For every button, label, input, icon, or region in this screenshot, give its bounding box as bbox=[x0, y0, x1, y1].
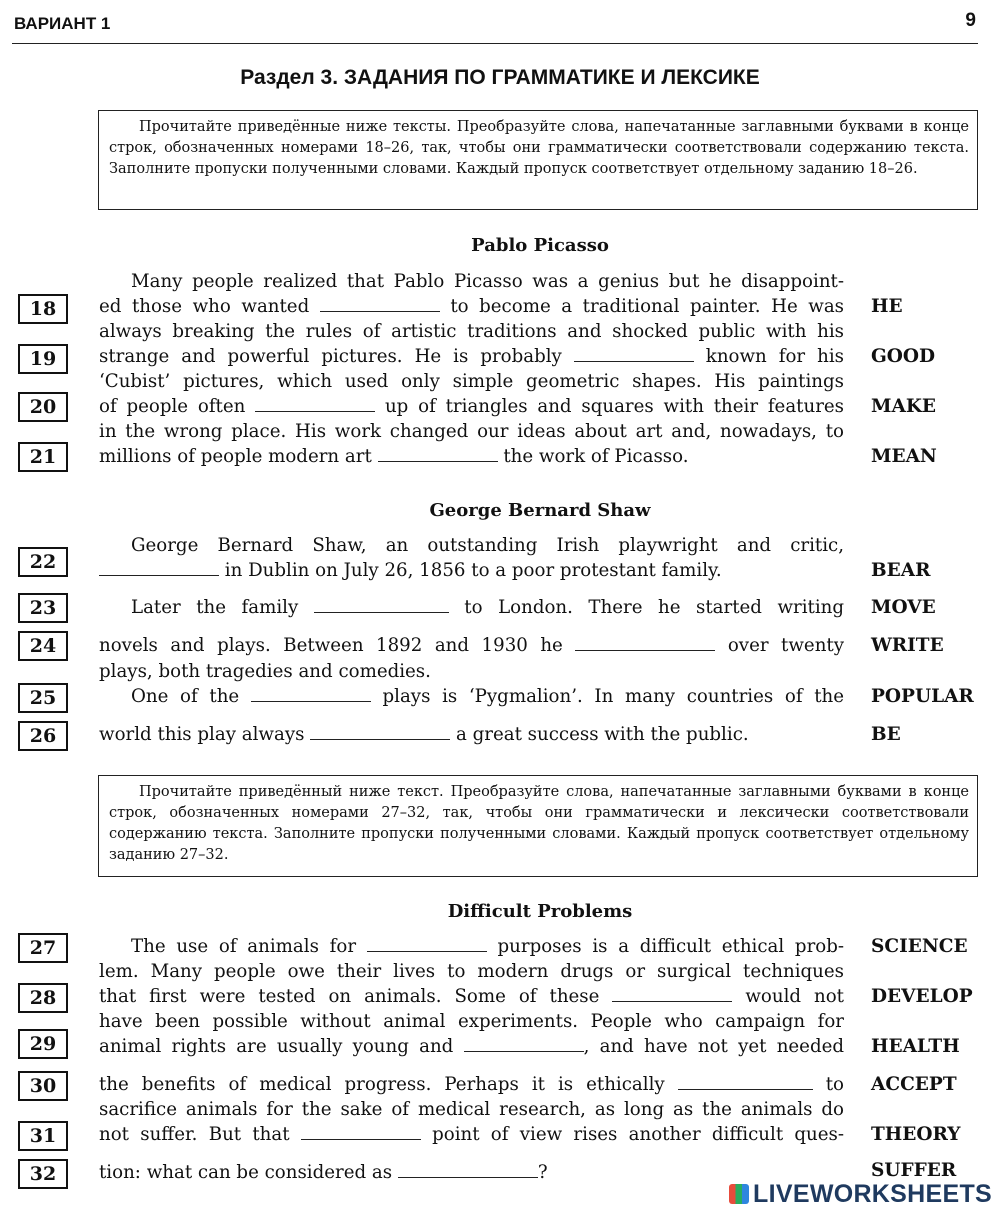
task-number-26: 26 bbox=[18, 721, 68, 751]
text-line: have been possible without animal experiments. People who campaign for bbox=[99, 1011, 844, 1032]
liveworksheets-icon bbox=[729, 1184, 749, 1204]
key-word-27: SCIENCE bbox=[871, 936, 968, 957]
text-line: of people often up of triangles and squares with their features bbox=[99, 396, 844, 417]
task-number-30: 30 bbox=[18, 1071, 68, 1101]
key-word-28: DEVELOP bbox=[871, 986, 973, 1007]
text-line: in Dublin on July 26, 1856 to a poor protestant family. bbox=[99, 560, 844, 582]
instruction-text-1: Прочитайте приведённые ниже тексты. Преобразуйте слова, напечатанные заглавными буквами в конце строк, обозначенных номерами 18–26, так, чтобы они грамматически соответствовали содержанию текста. Заполните пропуски полученными словами. Каждый пропуск соответствует отдельному заданию 18–26. bbox=[109, 119, 969, 177]
text-line: Many people realized that Pablo Picasso was a genius but he disappoint- bbox=[131, 271, 844, 292]
answer-blank-18[interactable] bbox=[320, 298, 440, 312]
text-line: George Bernard Shaw, an outstanding Irish playwright and critic, bbox=[131, 535, 844, 556]
answer-blank-25[interactable] bbox=[251, 688, 371, 702]
answer-blank-21[interactable] bbox=[378, 448, 498, 462]
task-number-28: 28 bbox=[18, 983, 68, 1013]
answer-blank-28[interactable] bbox=[612, 988, 732, 1002]
task-number-29: 29 bbox=[18, 1029, 68, 1059]
answer-blank-30[interactable] bbox=[678, 1076, 813, 1090]
key-word-31: THEORY bbox=[871, 1124, 961, 1145]
answer-blank-22[interactable] bbox=[99, 562, 219, 576]
text-title-difficult-problems: Difficult Problems bbox=[447, 901, 633, 922]
variant-label: ВАРИАНТ 1 bbox=[14, 14, 111, 33]
text-line: The use of animals for purposes is a difficult ethical prob- bbox=[131, 936, 845, 957]
text-title-shaw: George Bernard Shaw bbox=[429, 500, 651, 521]
task-number-22: 22 bbox=[18, 547, 68, 577]
key-word-24: WRITE bbox=[871, 635, 944, 656]
key-word-30: ACCEPT bbox=[871, 1074, 957, 1095]
text-line: Later the family to London. There he started writing bbox=[131, 597, 844, 618]
answer-blank-31[interactable] bbox=[301, 1126, 421, 1140]
key-word-18: HE bbox=[871, 296, 903, 317]
instruction-box-2 bbox=[98, 775, 978, 877]
key-word-20: MAKE bbox=[871, 396, 937, 417]
key-word-32: SUFFER bbox=[871, 1160, 957, 1181]
text-line: One of the plays is ‘Pygmalion’. In many countries of the bbox=[131, 686, 844, 707]
liveworksheets-logo: LIVEWORKSHEETS bbox=[729, 1180, 992, 1209]
text-line: ed those who wanted to become a traditional painter. He was bbox=[99, 296, 845, 317]
text-line: lem. Many people owe their lives to modern drugs or surgical techniques bbox=[99, 961, 844, 982]
text-line: not suffer. But that point of view rises another difficult ques- bbox=[99, 1124, 844, 1145]
answer-blank-27[interactable] bbox=[367, 938, 487, 952]
key-word-25: POPULAR bbox=[871, 686, 974, 707]
text-line: novels and plays. Between 1892 and 1930 he over twenty bbox=[99, 635, 844, 656]
key-word-22: BEAR bbox=[871, 560, 931, 581]
text-line: sacrifice animals for the sake of medical research, as long as the animals do bbox=[99, 1099, 844, 1120]
page-number: 9 bbox=[965, 10, 976, 31]
key-word-29: HEALTH bbox=[871, 1036, 960, 1057]
task-number-23: 23 bbox=[18, 593, 68, 623]
text-line: always breaking the rules of artistic traditions and shocked public with his bbox=[99, 321, 844, 342]
answer-blank-32[interactable] bbox=[398, 1164, 538, 1178]
task-number-20: 20 bbox=[18, 392, 68, 422]
task-number-27: 27 bbox=[18, 933, 68, 963]
text-line: ‘Cubist’ pictures, which used only simple geometric shapes. His paintings bbox=[99, 371, 844, 392]
header-rule bbox=[12, 43, 978, 44]
text-line: that first were tested on animals. Some of these would not bbox=[99, 986, 844, 1007]
text-line: plays, both tragedies and comedies. bbox=[99, 661, 431, 682]
text-title-picasso: Pablo Picasso bbox=[471, 235, 609, 256]
task-number-31: 31 bbox=[18, 1121, 68, 1151]
answer-blank-20[interactable] bbox=[255, 398, 375, 412]
task-number-32: 32 bbox=[18, 1159, 68, 1189]
answer-blank-26[interactable] bbox=[310, 726, 450, 740]
answer-blank-29[interactable] bbox=[464, 1038, 584, 1052]
instruction-text-2: Прочитайте приведённый ниже текст. Преобразуйте слова, напечатанные заглавными буквами в конце строк, обозначенных номерами 27–32, так, чтобы они грамматически и лексически соответствовали содержанию текста. Заполните пропуски полученными словами. Каждый пропуск соответствует отдельному заданию 27–32. bbox=[109, 784, 969, 863]
text-line: the benefits of medical progress. Perhaps it is ethically to bbox=[99, 1074, 845, 1095]
answer-blank-23[interactable] bbox=[314, 599, 449, 613]
answer-blank-24[interactable] bbox=[575, 637, 715, 651]
text-line: in the wrong place. His work changed our ideas about art and, nowadays, to bbox=[99, 421, 844, 442]
section-title: Раздел 3. ЗАДАНИЯ ПО ГРАММАТИКЕ И ЛЕКСИКЕ bbox=[240, 66, 760, 89]
text-line: millions of people modern art the work of Picasso. bbox=[99, 446, 689, 467]
key-word-26: BE bbox=[871, 724, 901, 745]
text-line: strange and powerful pictures. He is probably known for his bbox=[99, 346, 844, 367]
key-word-19: GOOD bbox=[871, 346, 936, 367]
task-number-24: 24 bbox=[18, 631, 68, 661]
answer-blank-19[interactable] bbox=[574, 348, 694, 362]
task-number-19: 19 bbox=[18, 344, 68, 374]
instruction-box-1 bbox=[98, 110, 978, 210]
text-line: tion: what can be considered as ? bbox=[99, 1162, 548, 1183]
key-word-23: MOVE bbox=[871, 597, 936, 618]
task-number-18: 18 bbox=[18, 294, 68, 324]
task-number-25: 25 bbox=[18, 683, 68, 713]
text-line: world this play always a great success with the public. bbox=[99, 724, 749, 745]
text-line: animal rights are usually young and , and have not yet needed bbox=[99, 1036, 844, 1057]
task-number-21: 21 bbox=[18, 442, 68, 472]
key-word-21: MEAN bbox=[871, 446, 937, 467]
